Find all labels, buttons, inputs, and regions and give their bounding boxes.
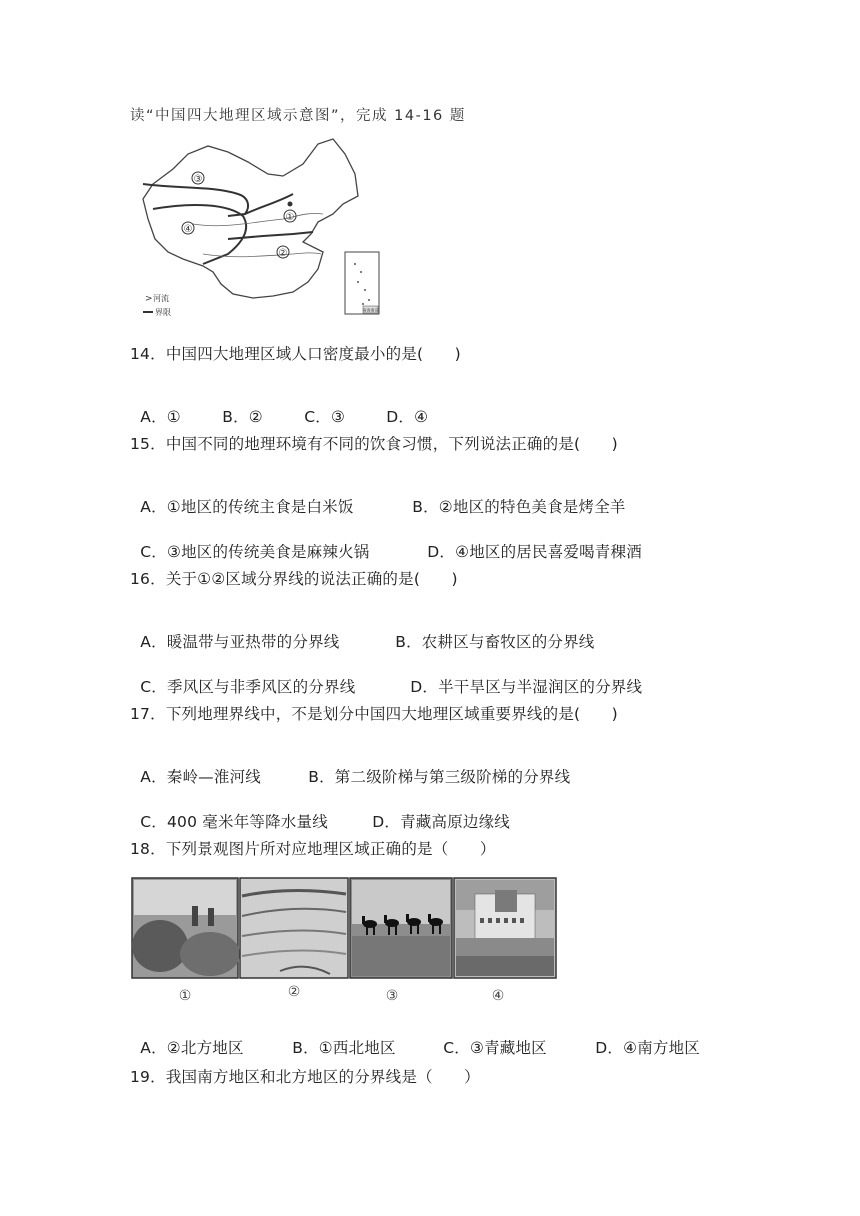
china-regions-map	[133, 134, 383, 322]
river	[203, 253, 321, 257]
reading-instruction: 读“中国四大地理区域示意图”，完成 14-16 题	[130, 108, 466, 124]
river	[193, 213, 323, 225]
photo-3-camels-desert	[350, 878, 452, 978]
inset-islands	[354, 263, 370, 305]
qinling-huaihe-line	[228, 232, 313, 239]
question-17-options-cd	[130, 792, 510, 832]
svg-text:③: ③	[193, 174, 203, 185]
question-16-options-cd	[130, 657, 642, 697]
question-17-stem: 17．下列地理界线中，不是划分中国四大地理区域重要界线的是( )	[130, 705, 618, 723]
option[interactable]: B．①西北地区	[292, 1039, 396, 1057]
photo-label: ③	[385, 988, 399, 1004]
question-15-stem: 15．中国不同的地理环境有不同的饮食习惯，下列说法正确的是( )	[130, 435, 618, 453]
question-16-options-ab	[130, 612, 595, 652]
question-18-stem: 18．下列景观图片所对应地理区域正确的是（ ）	[130, 840, 496, 858]
question-17-options-ab	[130, 747, 570, 787]
landscape-photos	[130, 876, 560, 1006]
option[interactable]: C．400 毫米年等降水量线	[140, 813, 328, 831]
photo-2-terraces	[240, 878, 348, 978]
photo-label: ①	[178, 988, 192, 1004]
question-15-options-ab	[130, 477, 626, 517]
option[interactable]: A．①	[140, 408, 181, 426]
legend-river: 河流	[153, 294, 169, 303]
option[interactable]: C．季风区与非季风区的分界线	[140, 678, 356, 696]
inset-label: 南海诸岛	[362, 307, 379, 313]
photo-label: ④	[491, 988, 505, 1004]
option[interactable]: C．③青藏地区	[443, 1039, 547, 1057]
qinghai-tibet-boundary	[153, 205, 246, 264]
photo-label: ②	[287, 984, 301, 1000]
option[interactable]: D．④地区的居民喜爱喝青稞酒	[427, 543, 642, 561]
region-marker-2	[277, 246, 289, 259]
region-marker-4	[182, 222, 194, 235]
option[interactable]: B．农耕区与畜牧区的分界线	[395, 633, 595, 651]
svg-text:②: ②	[278, 248, 288, 259]
option[interactable]: B．②地区的特色美食是烤全羊	[412, 498, 626, 516]
option[interactable]: D．半干旱区与半湿润区的分界线	[410, 678, 643, 696]
option[interactable]: A．①地区的传统主食是白米饭	[140, 498, 354, 516]
option[interactable]: B．第二级阶梯与第三级阶梯的分界线	[308, 768, 571, 786]
north-boundary	[245, 194, 293, 214]
question-14-options	[130, 387, 428, 427]
svg-text:>: >	[145, 294, 153, 304]
option[interactable]: C．③	[304, 408, 346, 426]
question-14-stem: 14．中国四大地理区域人口密度最小的是( )	[130, 345, 461, 363]
legend-boundary: 界限	[155, 308, 171, 317]
map-legend	[143, 293, 171, 317]
svg-text:④: ④	[183, 224, 193, 235]
china-outline	[143, 139, 358, 298]
photo-4-potala-palace	[454, 878, 556, 978]
question-15-options-cd	[130, 522, 642, 562]
option[interactable]: D．青藏高原边缘线	[372, 813, 511, 831]
option[interactable]: C．③地区的传统美食是麻辣火锅	[140, 543, 370, 561]
option[interactable]: D．④南方地区	[595, 1039, 700, 1057]
capital-marker	[288, 202, 293, 207]
option[interactable]: D．④	[386, 408, 429, 426]
photo-1-tea-plantation	[132, 878, 240, 978]
option[interactable]: A．暖温带与亚热带的分界线	[140, 633, 340, 651]
question-18-options	[130, 1018, 700, 1058]
south-china-sea-inset	[345, 252, 379, 314]
option[interactable]: B．②	[222, 408, 263, 426]
region-marker-1	[284, 210, 296, 223]
option[interactable]: A．②北方地区	[140, 1039, 244, 1057]
question-19-stem: 19．我国南方地区和北方地区的分界线是（ ）	[130, 1068, 480, 1086]
region-marker-3	[192, 172, 204, 185]
option[interactable]: A．秦岭—淮河线	[140, 768, 261, 786]
question-16-stem: 16．关于①②区域分界线的说法正确的是( )	[130, 570, 458, 588]
svg-text:①: ①	[285, 212, 295, 223]
